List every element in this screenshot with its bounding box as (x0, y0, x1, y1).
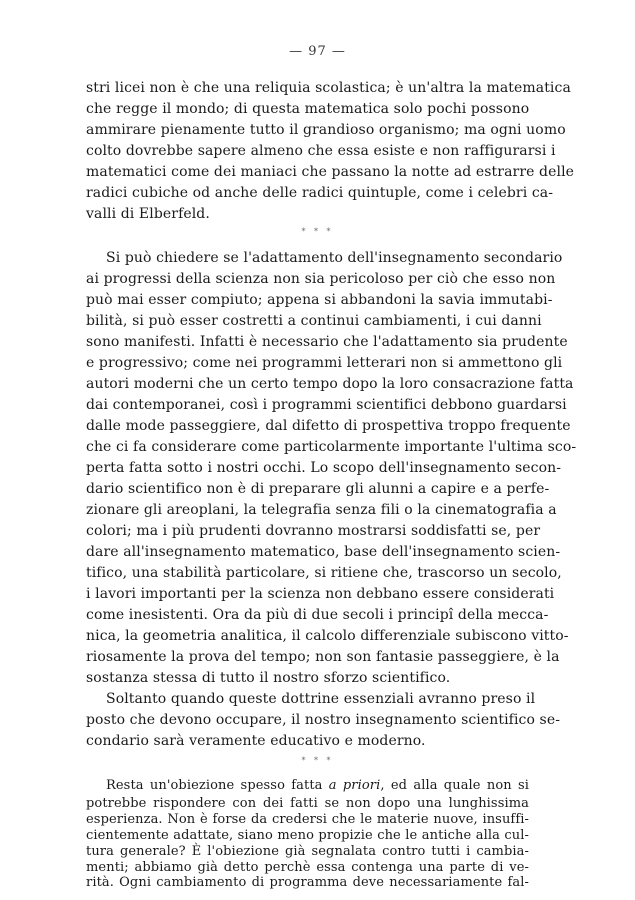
text-line: esperienza. Non è forse da credersi che le materie nuove, insuffi- (86, 812, 529, 827)
text-line: radici cubiche od anche delle radici quintuple, come i celebri ca- (86, 185, 554, 201)
text-line: autori moderni che un certo tempo dopo la loro consacrazione fatta (86, 376, 574, 392)
text-line: condario sarà veramente educativo e moderno. (86, 733, 426, 749)
text-line: i lavori importanti per la scienza non debbano essere considerati (86, 586, 555, 602)
paragraph-first-line: Soltanto quando queste dottrine essenziali avranno preso il (106, 691, 536, 707)
italic-term: a priori (328, 778, 381, 793)
text-line: nica, la geometria analitica, il calcolo differenziale subiscono vitto- (86, 628, 569, 644)
paragraph-first-line: Si può chiedere se l'adattamento dell'insegnamento secondario (106, 250, 563, 266)
text-line: ai progressi della scienza non sia pericoloso per ciò che esso non (86, 271, 556, 287)
text-line: che regge il mondo; di questa matematica solo pochi possono (86, 101, 530, 117)
text-line: colori; ma i più prudenti dovranno mostrarsi soddisfatti se, per (86, 523, 541, 539)
text-line: colto dovrebbe sapere almeno che essa esiste e non raffigurarsi i (86, 143, 556, 159)
text-line: valli di Elberfeld. (86, 206, 210, 222)
text-line: potrebbe rispondere con dei fatti se non dopo una lunghissima (86, 796, 529, 811)
text-line: dare all'insegnamento matematico, base dell'insegnamento scien- (86, 544, 561, 560)
text-line: sono manifesti. Infatti è necessario che l'adattamento sia prudente (86, 334, 568, 350)
page-number: — 97 — (289, 44, 346, 59)
text-line: matematici come dei maniaci che passano la notte ad estrarre delle (86, 164, 575, 180)
text-segment: , ed alla quale non si (380, 778, 530, 793)
text-line: rità. Ogni cambiamento di programma deve necessariamente fal- (86, 875, 529, 890)
text-line: posto che devono occupare, il nostro insegnamento scientifico se- (86, 712, 561, 728)
text-line: menti; abbiamo già detto perchè essa contenga una parte di ve- (86, 860, 529, 875)
text-line: può mai esser compiuto; appena si abbandoni la savia immutabi- (86, 292, 553, 308)
text-line: dai contemporanei, così i programmi scientifici debbono guardarsi (86, 397, 567, 413)
text-line: stri licei non è che una reliquia scolastica; è un'altra la matematica (86, 80, 571, 96)
text-line: cientemente adattate, siano meno propizie che le antiche alla cul- (86, 828, 529, 843)
text-line: riosamente la prova del tempo; non son fantasie passeggiere, è la (86, 649, 560, 665)
text-line: perta fatta sotto i nostri occhi. Lo scopo dell'insegnamento secon- (86, 460, 562, 476)
text-line: zionare gli areoplani, la telegrafia senza fili o la cinematografia a (86, 502, 557, 518)
paragraph-first-line (106, 779, 529, 793)
text-line: dalle mode passeggiere, dal difetto di prospettiva troppo frequente (86, 418, 571, 434)
text-line: tifico, una stabilità particolare, si ritiene che, trascorso un secolo, (86, 565, 562, 581)
text-line: ammirare pienamente tutto il grandioso organismo; ma ogni uomo (86, 122, 566, 138)
text-line: sostanza stessa di tutto il nostro sforzo scientifico. (86, 670, 451, 686)
text-line: bilità, si può esser costretti a continui cambiamenti, i cui danni (86, 313, 542, 329)
text-line: dario scientifico non è di preparare gli alunni a capire e a perfe- (86, 481, 550, 497)
text-line: che ci fa considerare come particolarmente importante l'ultima sco- (86, 439, 577, 455)
section-separator: * * * (301, 227, 334, 236)
text-line: e progressivo; come nei programmi letterari non si ammettono gli (86, 355, 563, 371)
text-line: come inesistenti. Ora da più di due secoli i principî della mecca- (86, 607, 549, 623)
text-segment: Resta un'obiezione spesso fatta (106, 778, 329, 793)
section-separator: * * * (301, 756, 334, 765)
text-line: tura generale? È l'obiezione già segnalata contro tutti i cambia- (86, 844, 529, 859)
